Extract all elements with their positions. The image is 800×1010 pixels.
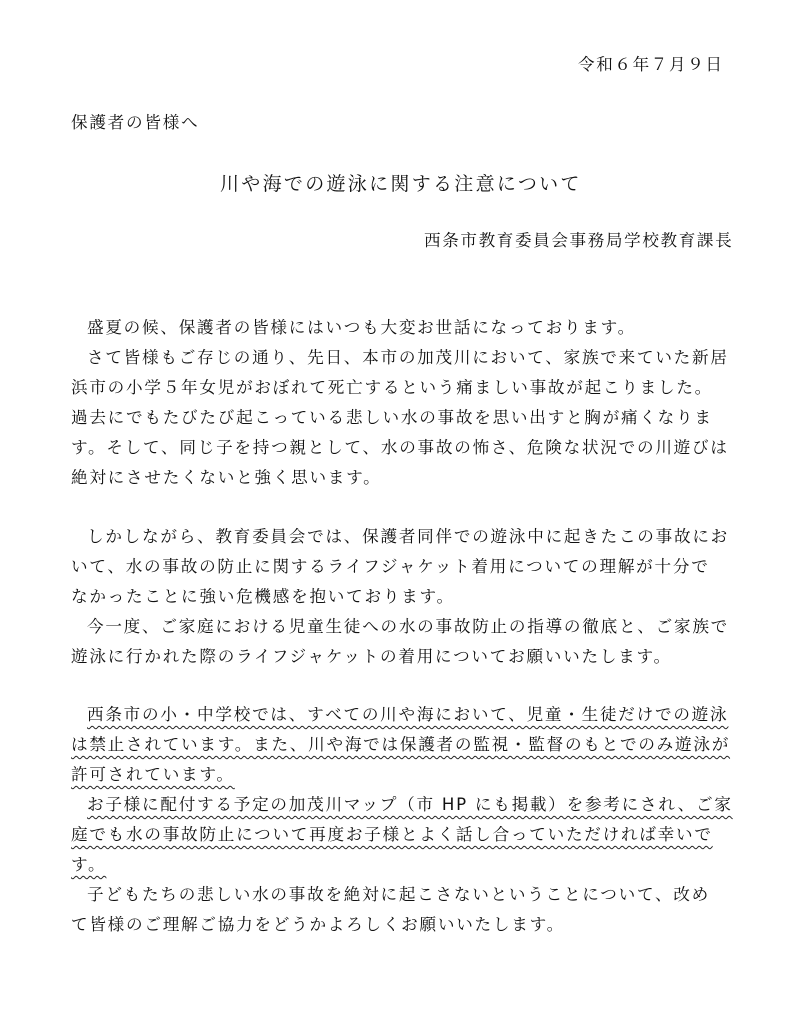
paragraph-2-line: 遊泳に行かれた際のライフジャケットの着用についてお願いいたします。 [71, 647, 672, 666]
paragraph-1-line: さて皆様もご存じの通り、先日、本市の加茂川において、家族で来ていた新居 [87, 348, 729, 367]
notice-line-underlined: 西条市の小・中学校では、すべての川や海において、児童・生徒だけでの遊泳 [87, 705, 729, 724]
recipient-line: 保護者の皆様へ [71, 113, 200, 132]
notice-line-underlined: 庭でも水の事故防止について再度お子様とよく話し合っていただければ幸いで [71, 825, 713, 844]
notice-line-underlined: 許可されています。 [71, 765, 235, 784]
paragraph-1-line: 過去にでもたびたび起こっている悲しい水の事故を思い出すと胸が痛くなりま [71, 408, 713, 427]
paragraph-1-line: 盛夏の候、保護者の皆様にはいつも大変お世話になっております。 [87, 318, 636, 337]
paragraph-2-line: 今一度、ご家庭における児童生徒への水の事故防止の指導の徹底と、ご家族で [87, 617, 730, 636]
paragraph-2-line: なかったことに強い危機感を抱いております。 [71, 587, 455, 606]
notice-line-underlined: お子様に配付する予定の加茂川マップ（市 HP にも掲載）を参考にされ、ご家 [87, 795, 733, 814]
document-date: 令和６年７月９日 [578, 55, 724, 74]
paragraph-2-line: いて、水の事故の防止に関するライフジャケット着用についての理解が十分で [71, 557, 710, 576]
sender-line: 西条市教育委員会事務局学校教育課長 [424, 231, 734, 250]
paragraph-1-line: 絶対にさせたくないと強く思います。 [71, 468, 382, 487]
paragraph-1-line: 浜市の小学５年女児がおぼれて死亡するという痛ましい事故が起こりました。 [71, 378, 714, 397]
closing-line: て皆様のご理解ご協力をどうかよろしくお願いいたします。 [71, 915, 565, 934]
document-title: 川や海での遊泳に関する注意について [220, 173, 582, 195]
paragraph-2-line: しかしながら、教育委員会では、保護者同伴での遊泳中に起きたこの事故にお [87, 527, 730, 546]
paragraph-1-line: す。そして、同じ子を持つ親として、水の事故の怖さ、危険な状況での川遊びは [71, 438, 729, 457]
closing-line: 子どもたちの悲しい水の事故を絶対に起こさないということについて、改め [87, 885, 711, 904]
notice-line-underlined: す。 [71, 855, 107, 874]
notice-line-underlined: は禁止されています。また、川や海では保護者の監視・監督のもとでのみ遊泳が [71, 735, 731, 754]
